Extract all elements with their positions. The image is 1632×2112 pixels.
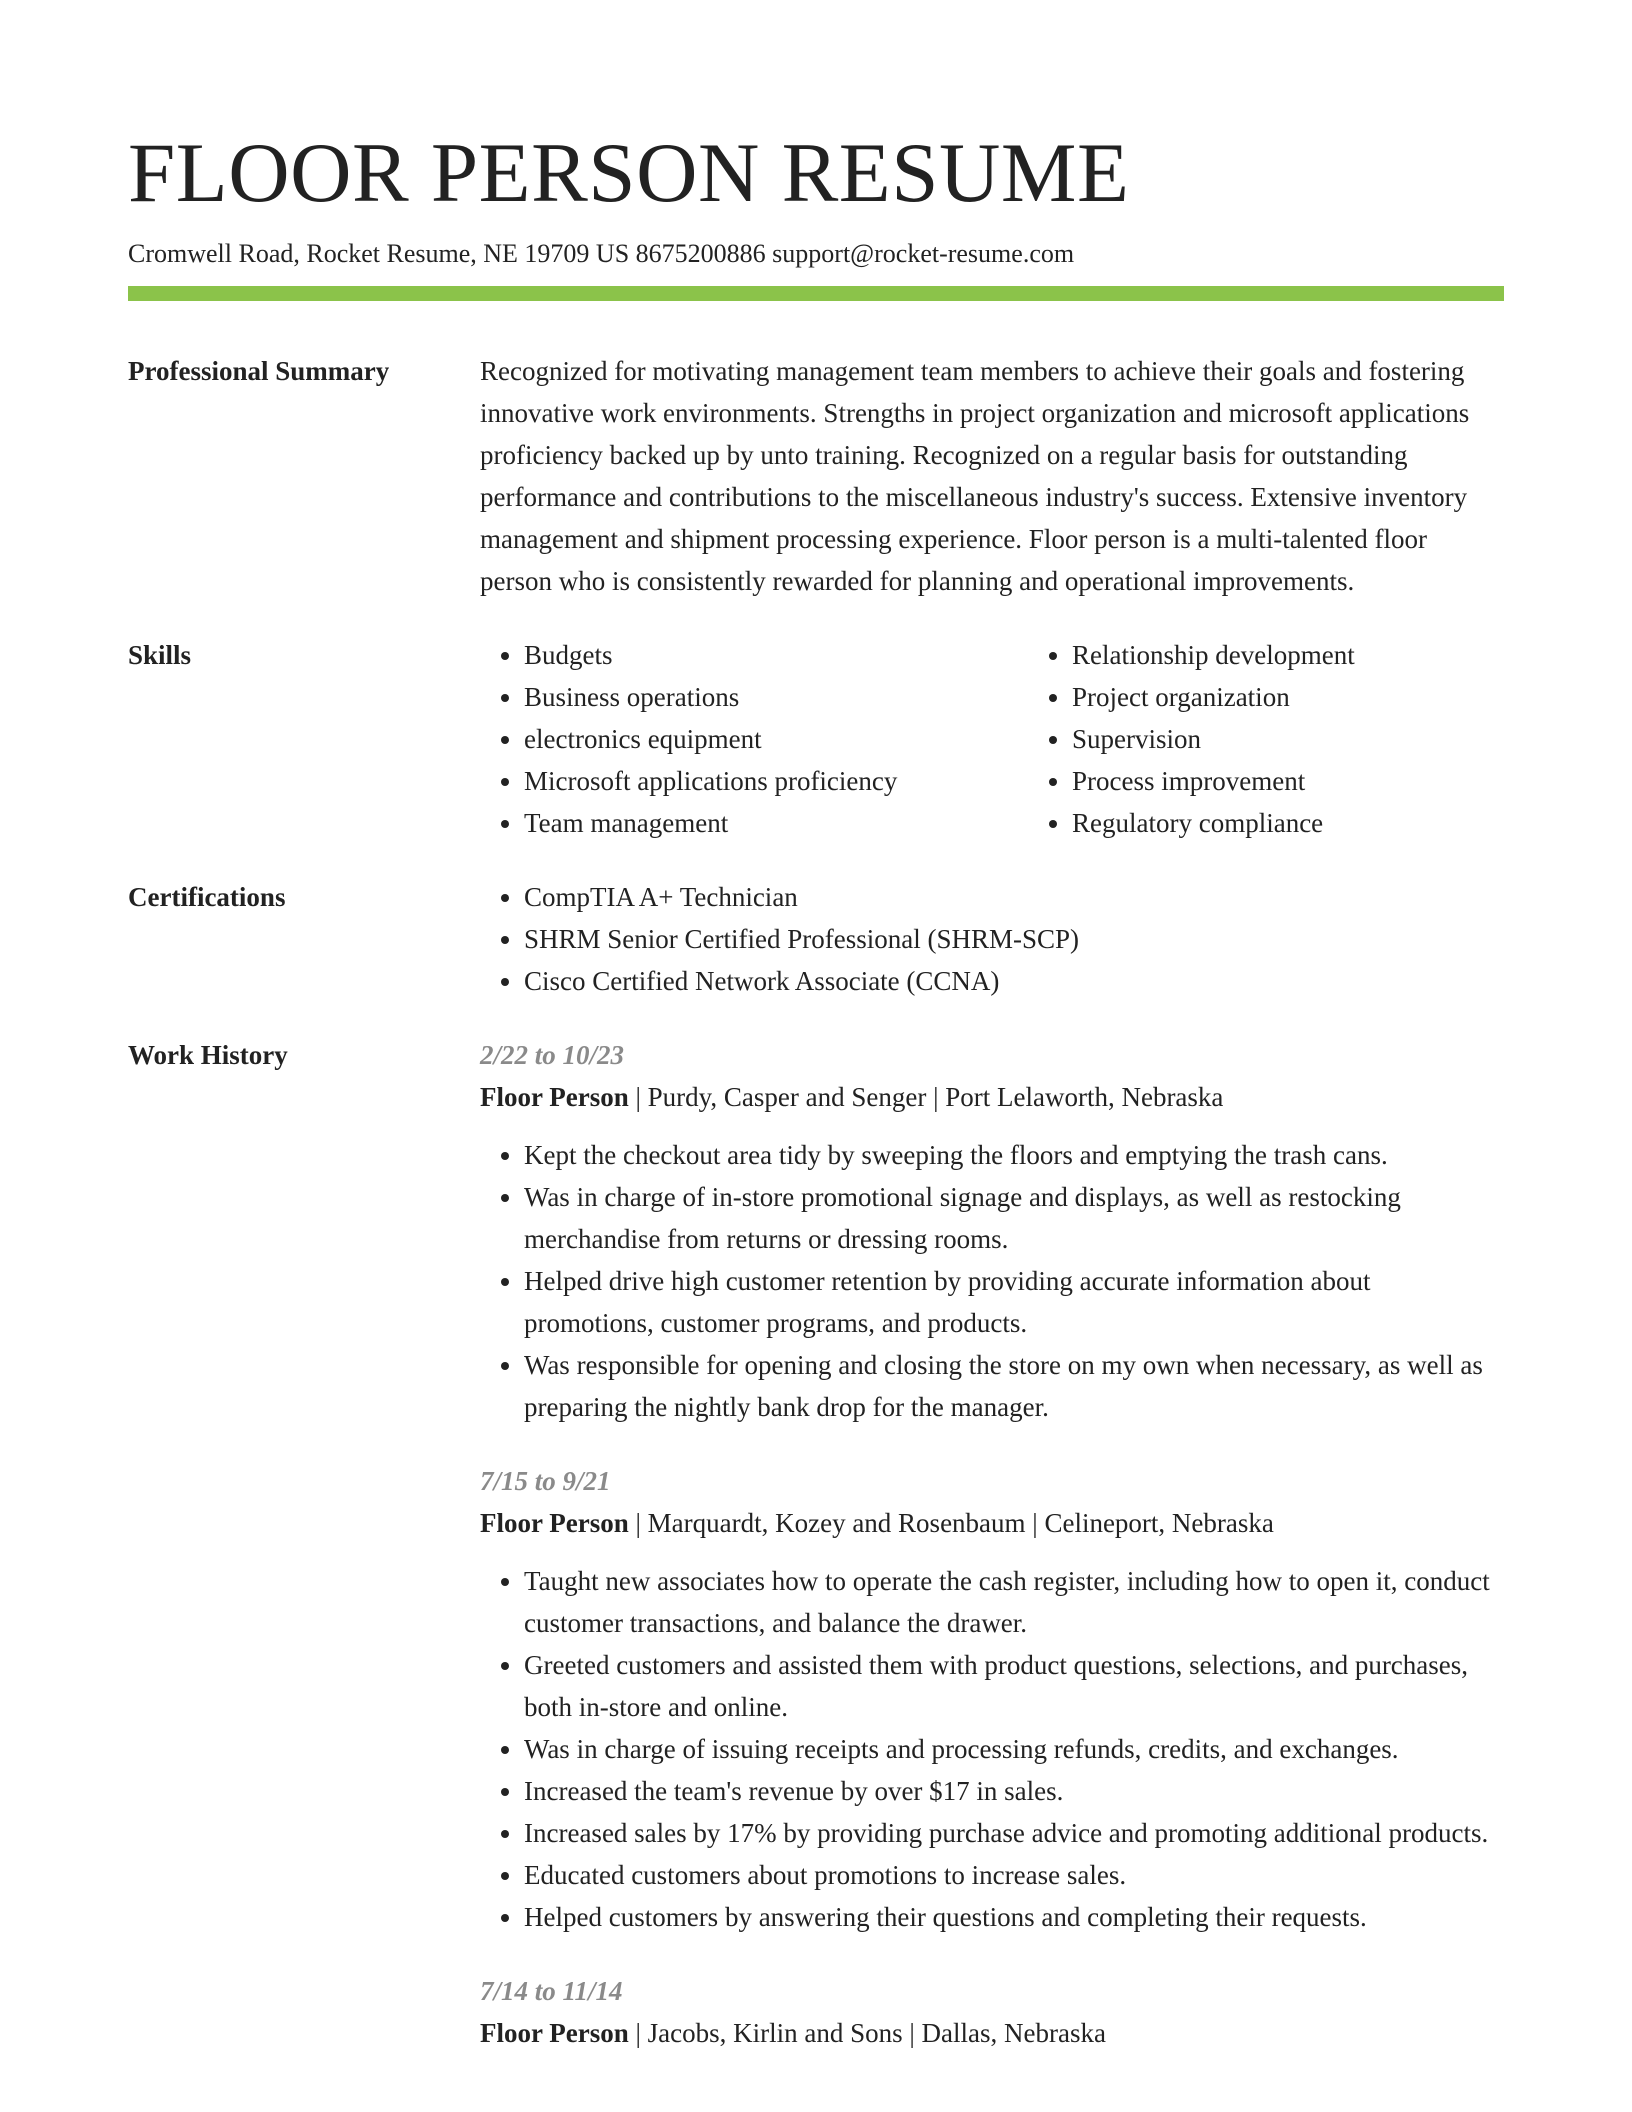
job-location: Celineport, Nebraska [1044, 1508, 1274, 1538]
section-label: Work History [128, 1040, 288, 1070]
skill-item: • Business operations [524, 676, 1028, 718]
job-heading [480, 2012, 1504, 2054]
skill-item: • Project organization [1072, 676, 1576, 718]
separator: | [1025, 1508, 1045, 1538]
certifications-section [128, 876, 1504, 1002]
job-company: Purdy, Casper and Senger [647, 1082, 927, 1112]
summary-section [128, 350, 1504, 602]
page-title: FLOOR PERSON RESUME [128, 126, 1130, 220]
certification-item: • Cisco Certified Network Associate (CCNA) [524, 960, 1504, 1002]
contact-line: Cromwell Road, Rocket Resume, NE 19709 US 8675200886 support@rocket-resume.com [128, 239, 1075, 268]
job-bullet: • Increased the team's revenue by over $17 in sales. [524, 1770, 1504, 1812]
skill-item: • Microsoft applications proficiency [524, 760, 1028, 802]
job-bullet: • Increased sales by 17% by providing purchase advice and promoting additional products. [524, 1812, 1504, 1854]
job-heading [480, 1076, 1504, 1118]
separator: | [628, 1082, 648, 1112]
job-company: Jacobs, Kirlin and Sons [647, 2018, 903, 2048]
job-title: Floor Person [480, 2018, 629, 2048]
job-bullet: • Was responsible for opening and closing the store on my own when necessary, as well as preparing the nightly bank drop for the manager. [524, 1344, 1504, 1428]
skill-item: • Regulatory compliance [1072, 802, 1576, 844]
skills-list-left [480, 634, 1028, 844]
job-dates: 7/15 to 9/21 [480, 1466, 611, 1496]
resume-sections [128, 350, 1504, 2086]
job-entry [480, 1034, 1504, 1428]
job-bullet: • Was in charge of in-store promotional signage and displays, as well as restocking merchandise from returns or dressing rooms. [524, 1176, 1504, 1260]
skills-section [128, 634, 1504, 844]
job-location: Port Lelaworth, Nebraska [945, 1082, 1224, 1112]
skill-item: • Budgets [524, 634, 1028, 676]
separator: | [926, 1082, 946, 1112]
job-location: Dallas, Nebraska [921, 2018, 1106, 2048]
certification-item: • CompTIA A+ Technician [524, 876, 1504, 918]
job-bullet: • Kept the checkout area tidy by sweeping the floors and emptying the trash cans. [524, 1134, 1504, 1176]
skill-item: • electronics equipment [524, 718, 1028, 760]
section-label: Professional Summary [128, 356, 390, 386]
certifications-list [480, 876, 1504, 1002]
skills-list-right [1028, 634, 1576, 844]
job-dates: 7/14 to 11/14 [480, 1976, 623, 2006]
skill-item: • Process improvement [1072, 760, 1576, 802]
section-label: Skills [128, 640, 192, 670]
job-bullet: • Taught new associates how to operate the cash register, including how to open it, conduct customer transactions, and balance the drawer. [524, 1560, 1504, 1644]
separator: | [902, 2018, 922, 2048]
job-company: Marquardt, Kozey and Rosenbaum [647, 1508, 1026, 1538]
job-bullet: • Was in charge of issuing receipts and processing refunds, credits, and exchanges. [524, 1728, 1504, 1770]
job-dates: 2/22 to 10/23 [480, 1040, 625, 1070]
job-bullet: • Greeted customers and assisted them with product questions, selections, and purchases, both in-store and online. [524, 1644, 1504, 1728]
job-entry [480, 1970, 1504, 2054]
job-title: Floor Person [480, 1082, 629, 1112]
job-heading [480, 1502, 1504, 1544]
job-bullet: • Helped drive high customer retention by providing accurate information about promotions, customer programs, and products. [524, 1260, 1504, 1344]
separator: | [628, 1508, 648, 1538]
section-label: Certifications [128, 882, 286, 912]
job-entry [480, 1460, 1504, 1938]
job-bullet: • Educated customers about promotions to increase sales. [524, 1854, 1504, 1896]
skill-item: • Supervision [1072, 718, 1576, 760]
certification-item: • SHRM Senior Certified Professional (SHRM-SCP) [524, 918, 1504, 960]
accent-divider [128, 286, 1504, 301]
job-bullet: • Helped customers by answering their questions and completing their requests. [524, 1896, 1504, 1938]
resume-header [128, 118, 1504, 272]
skill-item: • Relationship development [1072, 634, 1576, 676]
skill-item: • Team management [524, 802, 1028, 844]
job-title: Floor Person [480, 1508, 629, 1538]
separator: | [628, 2018, 648, 2048]
job-bullets [480, 1560, 1504, 1938]
job-bullets [480, 1134, 1504, 1428]
summary-text: Recognized for motivating management team members to achieve their goals and fostering innovative work environments. Strengths in project organization and microsoft applications proficiency backed up by unto training. Recognized on a regular basis for outstanding performance and contributions to the miscellaneous industry's success. Extensive inventory management and shipment processing experience. Floor person is a multi-talented floor person who is consistently rewarded for planning and operational improvements. [480, 356, 1470, 596]
work-history-section [128, 1034, 1504, 2086]
